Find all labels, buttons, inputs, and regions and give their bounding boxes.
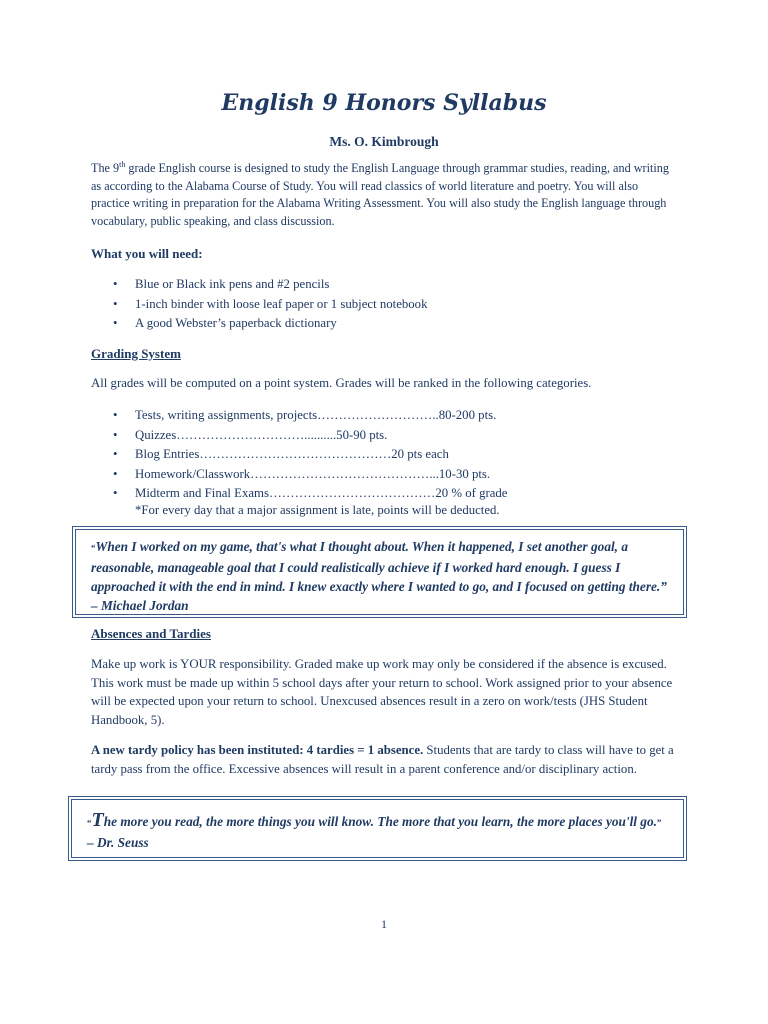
absences-paragraph: Make up work is YOUR responsibility. Graded make up work may only be considered if the absence is excused. This work must be made up within 5 school days after your return to school. Work assigned prior to your absence will be expected upon your return to school. Unexcused absences result in a zero on work/tests (JHS Student Handbook, 5). (91, 657, 673, 727)
grading-list (113, 406, 507, 504)
grading-intro: All grades will be computed on a point system. Grades will be ranked in the following categories. (91, 376, 592, 390)
intro-pre: The 9 (91, 161, 120, 175)
quote-box-seuss (68, 796, 687, 861)
teacher-name: Ms. O. Kimbrough (329, 134, 439, 149)
tardy-policy-text: Students that are tardy to class will have to get a tardy pass from the office. Excessive absences will result in a parent conference and/or disciplinary action. (91, 743, 674, 776)
bullet-icon: • (113, 466, 118, 481)
quote-author: – Dr. Seuss (87, 835, 149, 850)
quote-drop-letter: T (91, 809, 104, 831)
list-item: • Midterm and Final Exams…………………………………20 % of grade (113, 484, 507, 504)
late-note: *For every day that a major assignment is late, points will be deducted. (135, 503, 500, 517)
page-number: 1 (381, 917, 387, 931)
bullet-icon: • (113, 277, 118, 291)
bullet-icon: • (113, 486, 118, 500)
absences-heading: Absences and Tardies (91, 626, 211, 641)
intro-post: grade English course is designed to study the English Language through grammar studies, reading, and writing as according to the Alabama Course of Study. You will read classics of world literature and poetry. You will also practice writing in preparation for the Alabama Writing Assessment. You will also study the English language through vocabulary, public speaking, and class discussion. (91, 161, 669, 228)
list-item: • 1-inch binder with loose leaf paper or 1 subject notebook (113, 295, 427, 315)
tardy-policy-bold: A new tardy policy has been instituted: 4 tardies = 1 absence. (91, 743, 424, 757)
page-title: English 9 Honors Syllabus (221, 90, 547, 116)
list-item: • Quizzes…………………………..........50-90 pts. (113, 426, 507, 446)
quote-close-mark: ” (656, 818, 662, 828)
intro-paragraph (91, 160, 677, 230)
list-item: • Blue or Black ink pens and #2 pencils (113, 275, 427, 295)
quote-box-jordan (72, 526, 687, 618)
quote-text: When I worked on my game, that's what I thought about. When it happened, I set another goal, a reasonable, manageable goal that I could realistically achieve if I worked hard enough. I guess I approached it with the end in mind. I knew exactly where I wanted to go, and I focused on getting there.” – Michael Jordan (91, 539, 667, 613)
quote-seuss (87, 811, 668, 852)
tardy-paragraph (91, 741, 677, 778)
intro-sup: th (119, 159, 126, 169)
bullet-icon: • (113, 316, 118, 330)
grading-heading: Grading System (91, 346, 181, 361)
bullet-icon: • (113, 408, 118, 422)
quote-text: he more you read, the more things you will know. The more that you learn, the more places you'll go. (103, 814, 657, 829)
bullet-icon: • (113, 427, 118, 442)
bullet-icon: • (113, 296, 118, 311)
quote-open-mark: “ (91, 543, 96, 553)
list-item: • Homework/Classwork……………………………………...10-30 pts. (113, 465, 507, 485)
list-item: • Tests, writing assignments, projects………………………..80-200 pts. (113, 406, 507, 426)
list-item: • A good Webster’s paperback dictionary (113, 314, 427, 334)
quote-open-mark: “ (87, 818, 92, 828)
quote-jordan (91, 537, 668, 615)
needs-heading: What you will need: (91, 246, 203, 261)
list-item: • Blog Entries………………………………………20 pts each (113, 445, 507, 465)
bullet-icon: • (113, 447, 118, 461)
needs-list (113, 275, 427, 334)
